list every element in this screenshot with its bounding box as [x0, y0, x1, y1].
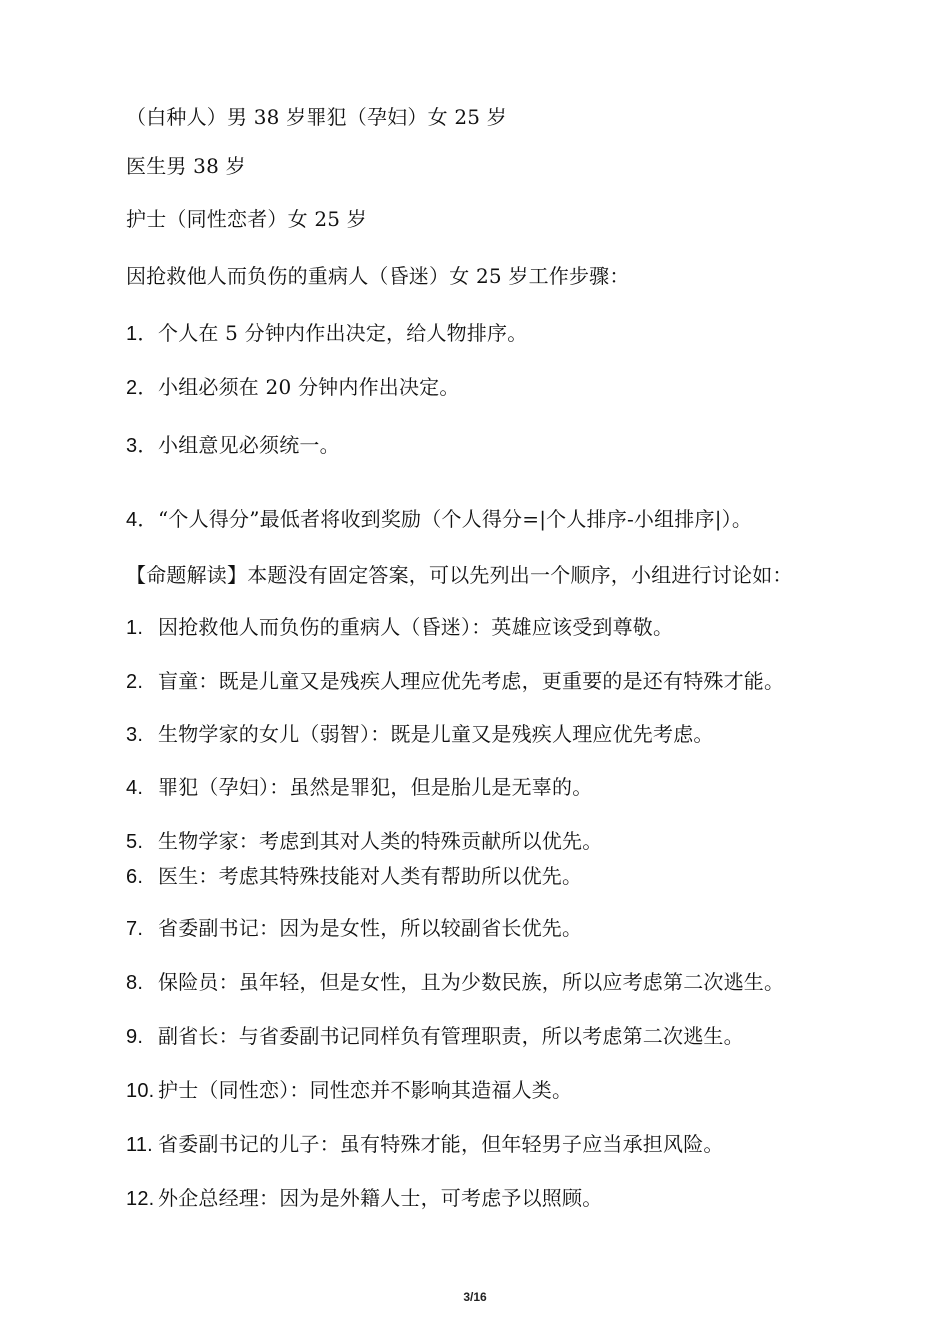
step-text: “个人得分”最低者将收到奖励（个人得分=|个人排序-小组排序|）。 — [158, 507, 753, 531]
ranking-text: 因抢救他人而负伤的重病人（昏迷）：英雄应该受到尊敬。 — [158, 615, 674, 639]
ranking-item — [126, 969, 784, 996]
ranking-text: 护士（同性恋）：同性恋并不影响其造福人类。 — [158, 1078, 573, 1102]
ranking-number: 3. — [126, 724, 144, 746]
step-text: 个人在 5 分钟内作出决定，给人物排序。 — [158, 321, 528, 345]
ranking-number: 9. — [126, 1026, 144, 1048]
ranking-number: 7. — [126, 918, 144, 940]
intro-line: 护士（同性恋者）女 25 岁 — [126, 207, 367, 231]
ranking-item — [126, 1185, 602, 1212]
ranking-item — [126, 1077, 572, 1104]
ranking-text: 省委副书记的儿子：虽有特殊才能，但年轻男子应当承担风险。 — [158, 1132, 724, 1156]
ranking-text: 副省长：与省委副书记同样负有管理职责，所以考虑第二次逃生。 — [158, 1024, 744, 1048]
step-item — [126, 506, 752, 533]
step-number: 1． — [126, 323, 158, 345]
ranking-item — [126, 614, 673, 641]
ranking-item — [126, 1023, 744, 1050]
step-item — [126, 432, 340, 459]
step-text: 小组意见必须统一。 — [158, 433, 340, 457]
ranking-text: 外企总经理：因为是外籍人士，可考虑予以照顾。 — [158, 1186, 603, 1210]
page-number: 3/16 — [463, 1290, 487, 1304]
ranking-number: 12. — [126, 1188, 155, 1210]
ranking-number: 5. — [126, 831, 144, 853]
ranking-number: 4. — [126, 777, 144, 799]
ranking-item — [126, 1131, 724, 1158]
analysis-heading: 【命题解读】本题没有固定答案，可以先列出一个顺序，小组进行讨论如： — [126, 563, 793, 587]
ranking-number: 2. — [126, 671, 144, 693]
step-number: 2． — [126, 377, 158, 399]
step-number: 4． — [126, 509, 158, 531]
ranking-item — [126, 668, 784, 695]
step-text: 小组必须在 20 分钟内作出决定。 — [158, 375, 460, 399]
intro-line: （白种人）男 38 岁罪犯（孕妇）女 25 岁 — [126, 105, 507, 129]
step-number: 3． — [126, 435, 158, 457]
ranking-text: 生物学家：考虑到其对人类的特殊贡献所以优先。 — [158, 829, 603, 853]
step-item — [126, 320, 527, 347]
ranking-item — [126, 721, 714, 748]
ranking-item — [126, 774, 592, 801]
ranking-text: 生物学家的女儿（弱智）：既是儿童又是残疾人理应优先考虑。 — [158, 722, 714, 746]
ranking-number: 6. — [126, 866, 144, 888]
ranking-text: 医生：考虑其特殊技能对人类有帮助所以优先。 — [158, 864, 583, 888]
ranking-item — [126, 915, 582, 942]
ranking-item — [126, 828, 602, 855]
ranking-text: 罪犯（孕妇）：虽然是罪犯，但是胎儿是无辜的。 — [158, 775, 593, 799]
intro-line: 因抢救他人而负伤的重病人（昏迷）女 25 岁工作步骤： — [126, 264, 630, 288]
ranking-number: 8. — [126, 972, 144, 994]
ranking-text: 保险员：虽年轻，但是女性，且为少数民族，所以应考虑第二次逃生。 — [158, 970, 785, 994]
ranking-text: 盲童：既是儿童又是残疾人理应优先考虑，更重要的是还有特殊才能。 — [158, 669, 785, 693]
step-item — [126, 374, 460, 401]
ranking-number: 11. — [126, 1134, 153, 1156]
ranking-text: 省委副书记：因为是女性，所以较副省长优先。 — [158, 916, 583, 940]
ranking-number: 10. — [126, 1080, 155, 1102]
ranking-number: 1. — [126, 617, 144, 639]
ranking-item — [126, 863, 582, 890]
intro-line: 医生男 38 岁 — [126, 154, 246, 178]
